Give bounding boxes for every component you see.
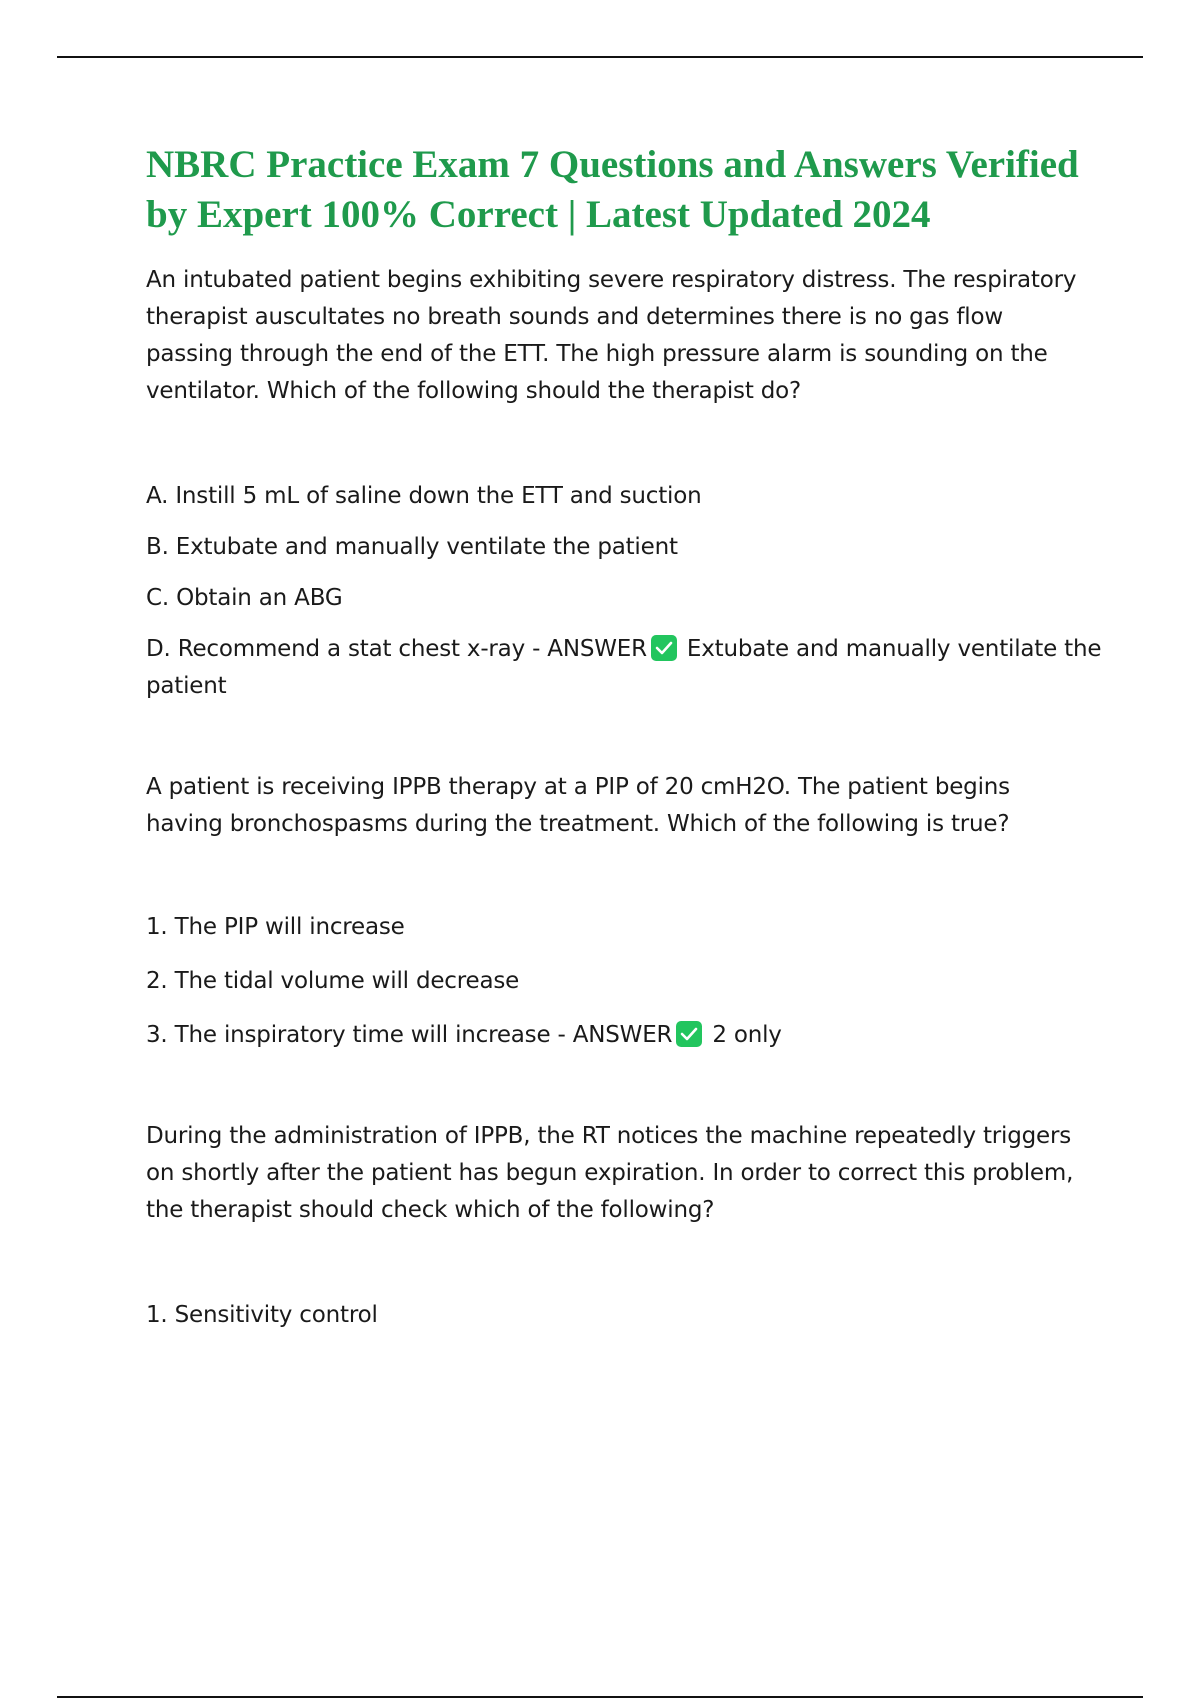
question-1-option-a: A. Instill 5 mL of saline down the ETT and suction [146,483,702,509]
question-3-option-1: 1. Sensitivity control [146,1302,378,1328]
question-1-option-b: B. Extubate and manually ventilate the patient [146,534,678,560]
question-1-option-d-label: D. Recommend a stat chest x-ray - ANSWER [146,636,647,662]
question-2-option-3 [146,1017,1106,1054]
question-1-option-c: C. Obtain an ABG [146,585,343,611]
question-2-option-3-label: 3. The inspiratory time will increase - ANSWER [146,1022,673,1048]
check-mark-icon [676,1021,702,1047]
question-1-stem: An intubated patient begins exhibiting severe respiratory distress. The respiratory therapist auscultates no breath sounds and determines there is no gas flow passing through the end of the ETT. The high pressure alarm is sounding on the ventilator. Which of the following should the therapist do? [146,267,1077,404]
check-mark-icon [651,635,677,661]
question-2-option-1: 1. The PIP will increase [146,914,405,940]
question-2-answer: 2 only [712,1022,782,1048]
question-1-option-d [146,631,1106,705]
top-rule [57,56,1143,58]
question-3-stem: During the administration of IPPB, the RT notices the machine repeatedly triggers on shortly after the patient has begun expiration. In order to correct this problem, the therapist should check which of the following? [146,1123,1074,1223]
bottom-rule [57,1696,1143,1698]
question-2-stem: A patient is receiving IPPB therapy at a PIP of 20 cmH2O. The patient begins having bronchospasms during the treatment. Which of the following is true? [146,774,1010,837]
question-1-answer: Extubate and manually ventilate the patient [146,636,1102,699]
document-body [146,140,1106,1334]
question-2-option-2: 2. The tidal volume will decrease [146,968,520,994]
document-title: NBRC Practice Exam 7 Questions and Answers Verified by Expert 100% Correct | Latest Updated 2024 [146,143,1079,236]
